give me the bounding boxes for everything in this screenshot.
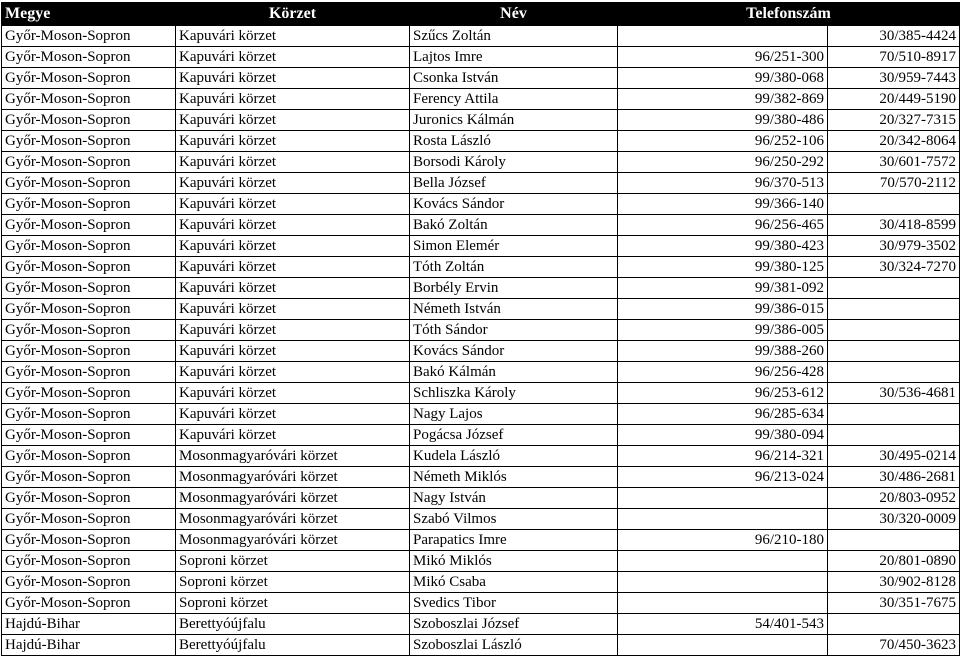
contacts-table — [1, 2, 960, 656]
phone2-cell: 30/495-0214 — [828, 446, 960, 467]
korzet-cell: Kapuvári körzet — [176, 47, 410, 68]
megye-cell: Győr-Moson-Sopron — [2, 488, 176, 509]
table-row — [2, 152, 960, 173]
phone1-cell — [618, 635, 828, 656]
phone2-cell — [828, 341, 960, 362]
table-row — [2, 110, 960, 131]
megye-cell: Győr-Moson-Sopron — [2, 194, 176, 215]
megye-cell: Győr-Moson-Sopron — [2, 572, 176, 593]
megye-cell: Győr-Moson-Sopron — [2, 68, 176, 89]
korzet-cell: Berettyóújfalu — [176, 635, 410, 656]
header-telefonszam: Telefonszám — [618, 3, 960, 26]
table-row — [2, 278, 960, 299]
table-row — [2, 26, 960, 47]
megye-cell: Győr-Moson-Sopron — [2, 236, 176, 257]
table-row — [2, 299, 960, 320]
table-row — [2, 488, 960, 509]
phone2-cell: 20/801-0890 — [828, 551, 960, 572]
phone2-cell: 30/902-8128 — [828, 572, 960, 593]
nev-cell: Tóth Zoltán — [410, 257, 618, 278]
phone1-cell: 96/370-513 — [618, 173, 828, 194]
table-row — [2, 257, 960, 278]
table-row — [2, 215, 960, 236]
phone1-cell — [618, 26, 828, 47]
korzet-cell: Kapuvári körzet — [176, 320, 410, 341]
megye-cell: Győr-Moson-Sopron — [2, 299, 176, 320]
table-row — [2, 572, 960, 593]
header-nev: Név — [410, 3, 618, 26]
korzet-cell: Kapuvári körzet — [176, 278, 410, 299]
nev-cell: Borsodi Károly — [410, 152, 618, 173]
table-row — [2, 404, 960, 425]
phone1-cell: 99/366-140 — [618, 194, 828, 215]
phone1-cell: 96/210-180 — [618, 530, 828, 551]
nev-cell: Szűcs Zoltán — [410, 26, 618, 47]
phone1-cell: 96/214-321 — [618, 446, 828, 467]
nev-cell: Rosta László — [410, 131, 618, 152]
phone1-cell: 99/380-068 — [618, 68, 828, 89]
megye-cell: Győr-Moson-Sopron — [2, 257, 176, 278]
megye-cell: Győr-Moson-Sopron — [2, 530, 176, 551]
nev-cell: Tóth Sándor — [410, 320, 618, 341]
megye-cell: Győr-Moson-Sopron — [2, 89, 176, 110]
table-row — [2, 68, 960, 89]
phone2-cell: 20/327-7315 — [828, 110, 960, 131]
korzet-cell: Kapuvári körzet — [176, 215, 410, 236]
table-row — [2, 614, 960, 635]
korzet-cell: Mosonmagyaróvári körzet — [176, 530, 410, 551]
table-row — [2, 467, 960, 488]
nev-cell: Svedics Tibor — [410, 593, 618, 614]
nev-cell: Bakó Kálmán — [410, 362, 618, 383]
korzet-cell: Kapuvári körzet — [176, 362, 410, 383]
megye-cell: Győr-Moson-Sopron — [2, 446, 176, 467]
nev-cell: Nagy Lajos — [410, 404, 618, 425]
korzet-cell: Kapuvári körzet — [176, 194, 410, 215]
table-row — [2, 446, 960, 467]
phone2-cell: 20/342-8064 — [828, 131, 960, 152]
nev-cell: Nagy István — [410, 488, 618, 509]
nev-cell: Szoboszlai László — [410, 635, 618, 656]
phone2-cell: 30/536-4681 — [828, 383, 960, 404]
phone1-cell: 99/380-125 — [618, 257, 828, 278]
korzet-cell: Kapuvári körzet — [176, 68, 410, 89]
nev-cell: Bella József — [410, 173, 618, 194]
megye-cell: Győr-Moson-Sopron — [2, 341, 176, 362]
korzet-cell: Kapuvári körzet — [176, 383, 410, 404]
table-row — [2, 425, 960, 446]
table-row — [2, 593, 960, 614]
nev-cell: Parapatics Imre — [410, 530, 618, 551]
nev-cell: Mikó Csaba — [410, 572, 618, 593]
phone1-cell — [618, 488, 828, 509]
phone2-cell: 30/418-8599 — [828, 215, 960, 236]
table-body — [2, 26, 960, 656]
korzet-cell: Kapuvári körzet — [176, 404, 410, 425]
table-row — [2, 509, 960, 530]
nev-cell: Szabó Vilmos — [410, 509, 618, 530]
table-row — [2, 236, 960, 257]
table-row — [2, 131, 960, 152]
phone2-cell: 30/324-7270 — [828, 257, 960, 278]
megye-cell: Hajdú-Bihar — [2, 614, 176, 635]
megye-cell: Győr-Moson-Sopron — [2, 215, 176, 236]
korzet-cell: Kapuvári körzet — [176, 173, 410, 194]
phone1-cell: 96/256-428 — [618, 362, 828, 383]
phone1-cell: 99/382-869 — [618, 89, 828, 110]
phone2-cell — [828, 194, 960, 215]
table-row — [2, 89, 960, 110]
phone1-cell: 54/401-543 — [618, 614, 828, 635]
phone2-cell — [828, 530, 960, 551]
phone1-cell: 99/380-423 — [618, 236, 828, 257]
megye-cell: Győr-Moson-Sopron — [2, 173, 176, 194]
phone2-cell — [828, 320, 960, 341]
phone1-cell — [618, 551, 828, 572]
phone1-cell: 96/256-465 — [618, 215, 828, 236]
phone2-cell: 70/450-3623 — [828, 635, 960, 656]
korzet-cell: Kapuvári körzet — [176, 131, 410, 152]
megye-cell: Hajdú-Bihar — [2, 635, 176, 656]
nev-cell: Csonka István — [410, 68, 618, 89]
megye-cell: Győr-Moson-Sopron — [2, 278, 176, 299]
phone2-cell: 70/570-2112 — [828, 173, 960, 194]
phone1-cell — [618, 593, 828, 614]
nev-cell: Kovács Sándor — [410, 341, 618, 362]
header-row — [2, 3, 960, 26]
header-korzet: Körzet — [176, 3, 410, 26]
table-row — [2, 383, 960, 404]
table-row — [2, 194, 960, 215]
nev-cell: Mikó Miklós — [410, 551, 618, 572]
phone1-cell: 96/285-634 — [618, 404, 828, 425]
table-row — [2, 341, 960, 362]
header-megye: Megye — [2, 3, 176, 26]
phone2-cell — [828, 278, 960, 299]
korzet-cell: Kapuvári körzet — [176, 425, 410, 446]
table-row — [2, 530, 960, 551]
nev-cell: Ferency Attila — [410, 89, 618, 110]
phone2-cell: 30/486-2681 — [828, 467, 960, 488]
megye-cell: Győr-Moson-Sopron — [2, 110, 176, 131]
phone2-cell: 30/385-4424 — [828, 26, 960, 47]
nev-cell: Borbély Ervin — [410, 278, 618, 299]
table-row — [2, 635, 960, 656]
phone1-cell — [618, 509, 828, 530]
phone1-cell: 99/386-005 — [618, 320, 828, 341]
megye-cell: Győr-Moson-Sopron — [2, 425, 176, 446]
korzet-cell: Kapuvári körzet — [176, 152, 410, 173]
phone2-cell: 30/959-7443 — [828, 68, 960, 89]
nev-cell: Németh Miklós — [410, 467, 618, 488]
table-row — [2, 320, 960, 341]
table-row — [2, 173, 960, 194]
phone1-cell: 99/380-486 — [618, 110, 828, 131]
phone2-cell: 30/979-3502 — [828, 236, 960, 257]
phone2-cell: 70/510-8917 — [828, 47, 960, 68]
korzet-cell: Soproni körzet — [176, 593, 410, 614]
phone1-cell: 96/213-024 — [618, 467, 828, 488]
phone2-cell — [828, 299, 960, 320]
phone2-cell — [828, 404, 960, 425]
nev-cell: Bakó Zoltán — [410, 215, 618, 236]
korzet-cell: Kapuvári körzet — [176, 236, 410, 257]
nev-cell: Juronics Kálmán — [410, 110, 618, 131]
korzet-cell: Mosonmagyaróvári körzet — [176, 509, 410, 530]
phone2-cell: 20/803-0952 — [828, 488, 960, 509]
korzet-cell: Kapuvári körzet — [176, 341, 410, 362]
megye-cell: Győr-Moson-Sopron — [2, 383, 176, 404]
korzet-cell: Kapuvári körzet — [176, 257, 410, 278]
nev-cell: Németh István — [410, 299, 618, 320]
phone1-cell: 99/380-094 — [618, 425, 828, 446]
phone2-cell: 30/320-0009 — [828, 509, 960, 530]
korzet-cell: Kapuvári körzet — [176, 89, 410, 110]
megye-cell: Győr-Moson-Sopron — [2, 467, 176, 488]
phone2-cell: 30/601-7572 — [828, 152, 960, 173]
megye-cell: Győr-Moson-Sopron — [2, 26, 176, 47]
phone2-cell: 30/351-7675 — [828, 593, 960, 614]
table-row — [2, 362, 960, 383]
megye-cell: Győr-Moson-Sopron — [2, 551, 176, 572]
korzet-cell: Kapuvári körzet — [176, 299, 410, 320]
megye-cell: Győr-Moson-Sopron — [2, 320, 176, 341]
phone1-cell: 96/252-106 — [618, 131, 828, 152]
phone1-cell: 96/250-292 — [618, 152, 828, 173]
nev-cell: Pogácsa József — [410, 425, 618, 446]
phone2-cell — [828, 425, 960, 446]
phone1-cell: 99/381-092 — [618, 278, 828, 299]
megye-cell: Győr-Moson-Sopron — [2, 152, 176, 173]
megye-cell: Győr-Moson-Sopron — [2, 362, 176, 383]
phone1-cell: 99/386-015 — [618, 299, 828, 320]
phone1-cell: 99/388-260 — [618, 341, 828, 362]
megye-cell: Győr-Moson-Sopron — [2, 593, 176, 614]
nev-cell: Lajtos Imre — [410, 47, 618, 68]
megye-cell: Győr-Moson-Sopron — [2, 47, 176, 68]
nev-cell: Szoboszlai József — [410, 614, 618, 635]
nev-cell: Kovács Sándor — [410, 194, 618, 215]
phone2-cell — [828, 362, 960, 383]
phone1-cell — [618, 572, 828, 593]
phone2-cell: 20/449-5190 — [828, 89, 960, 110]
korzet-cell: Berettyóújfalu — [176, 614, 410, 635]
phone1-cell: 96/253-612 — [618, 383, 828, 404]
megye-cell: Győr-Moson-Sopron — [2, 404, 176, 425]
korzet-cell: Mosonmagyaróvári körzet — [176, 488, 410, 509]
table-row — [2, 551, 960, 572]
phone1-cell: 96/251-300 — [618, 47, 828, 68]
phone2-cell — [828, 614, 960, 635]
nev-cell: Kudela László — [410, 446, 618, 467]
megye-cell: Győr-Moson-Sopron — [2, 509, 176, 530]
megye-cell: Győr-Moson-Sopron — [2, 131, 176, 152]
korzet-cell: Mosonmagyaróvári körzet — [176, 446, 410, 467]
korzet-cell: Soproni körzet — [176, 572, 410, 593]
korzet-cell: Kapuvári körzet — [176, 26, 410, 47]
nev-cell: Simon Elemér — [410, 236, 618, 257]
table-row — [2, 47, 960, 68]
korzet-cell: Kapuvári körzet — [176, 110, 410, 131]
korzet-cell: Soproni körzet — [176, 551, 410, 572]
korzet-cell: Mosonmagyaróvári körzet — [176, 467, 410, 488]
nev-cell: Schliszka Károly — [410, 383, 618, 404]
